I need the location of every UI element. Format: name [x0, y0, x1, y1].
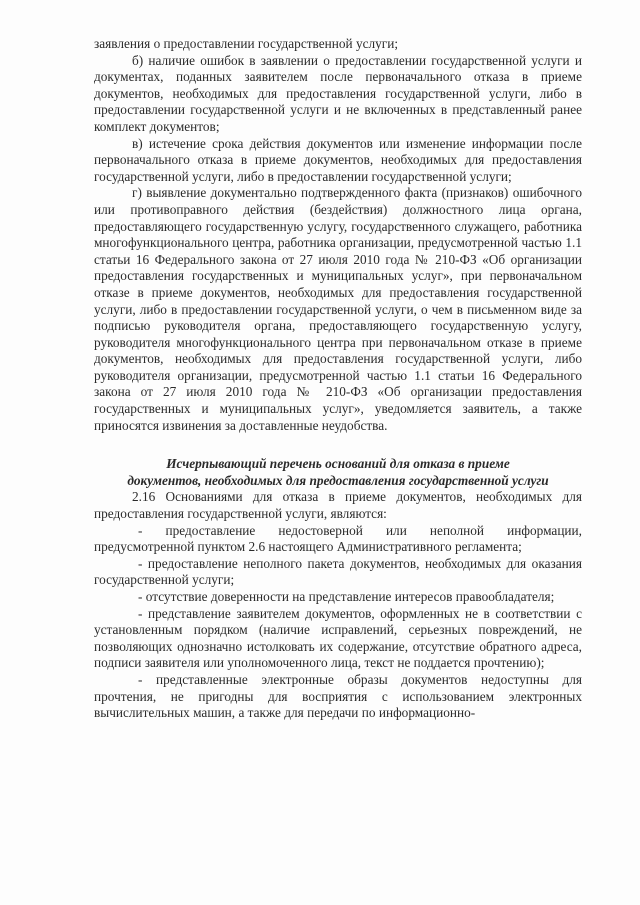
- paragraph-item-v: в) истечение срока действия документов или изменение информации после первоначального отказа в приеме документов, необходимых для предоставления государственной услуги, либо в предоставлении государственной услуги;: [94, 135, 582, 184]
- list-item-unreliable-info: - предоставление недостоверной или неполной информации, предусмотренной пунктом 2.6 настоящего Административного регламента;: [94, 522, 582, 555]
- list-item-improper-documents: - представление заявителем документов, оформленных не в соответствии с установленным порядком (наличие исправлений, серьезных повреждений, не позволяющих однозначно истолковать их содержание, отсутствие обратного адреса, подписи заявителя или уполномоченного лица, текст не поддается прочтению);: [94, 605, 582, 671]
- section-heading: [94, 456, 582, 489]
- paragraph-item-b: б) наличие ошибок в заявлении о предоставлении государственной услуги и документах, поданных заявителем после первоначального отказа в приеме документов, необходимых для предоставления государственной услуги, либо в предоставлении государственной услуги и не включенных в представленный ранее комплект документов;: [94, 52, 582, 134]
- section-heading-line-1: Исчерпывающий перечень оснований для отказа в приеме: [166, 456, 510, 472]
- list-item-no-power-of-attorney: - отсутствие доверенности на представление интересов правообладателя;: [138, 589, 555, 604]
- list-item-electronic-images: - представленные электронные образы документов недоступны для прочтения, не пригодны для восприятия с использованием электронных вычислительных машин, а также для передачи по информационно-: [94, 671, 582, 721]
- list-item-incomplete-package: - предоставление неполного пакета документов, необходимых для оказания государственной услуги;: [94, 555, 582, 588]
- paragraph-2-16: 2.16 Основаниями для отказа в приеме документов, необходимых для предоставления государственной услуги, являются:: [94, 489, 582, 522]
- paragraph-item-g: г) выявление документально подтвержденного факта (признаков) ошибочного или противоправного действия (бездействия) должностного лица органа, предоставляющего государственную услугу, государственного служащего, работника многофункционального центра, работника организации, предусмотренной частью 1.1 статьи 16 Федерального закона от 27 июля 2010 года № 210-ФЗ «Об организации предоставления государственных и муниципальных услуг», при первоначальном отказе в приеме документов, необходимых для предоставления государственной услуги, либо в предоставлении государственной услуги, о чем в письменном виде за подписью руководителя органа, предоставляющего государственную услугу, руководителя многофункционального центра при первоначальном отказе в приеме документов, необходимых для предоставления государственной услуги, либо руководителя организации, предусмотренной частью 1.1 статьи 16 Федерального закона от 27 июля 2010 года № 210-ФЗ «Об организации предоставления государственных и муниципальных услуг», уведомляется заявитель, а также приносятся извинения за доставленные неудобства.: [94, 185, 582, 433]
- paragraph-continuation: заявления о предоставлении государственной услуги;: [94, 36, 399, 51]
- document-body: [94, 36, 582, 722]
- section-heading-line-2: документов, необходимых для предоставления государственной услуги: [127, 472, 549, 488]
